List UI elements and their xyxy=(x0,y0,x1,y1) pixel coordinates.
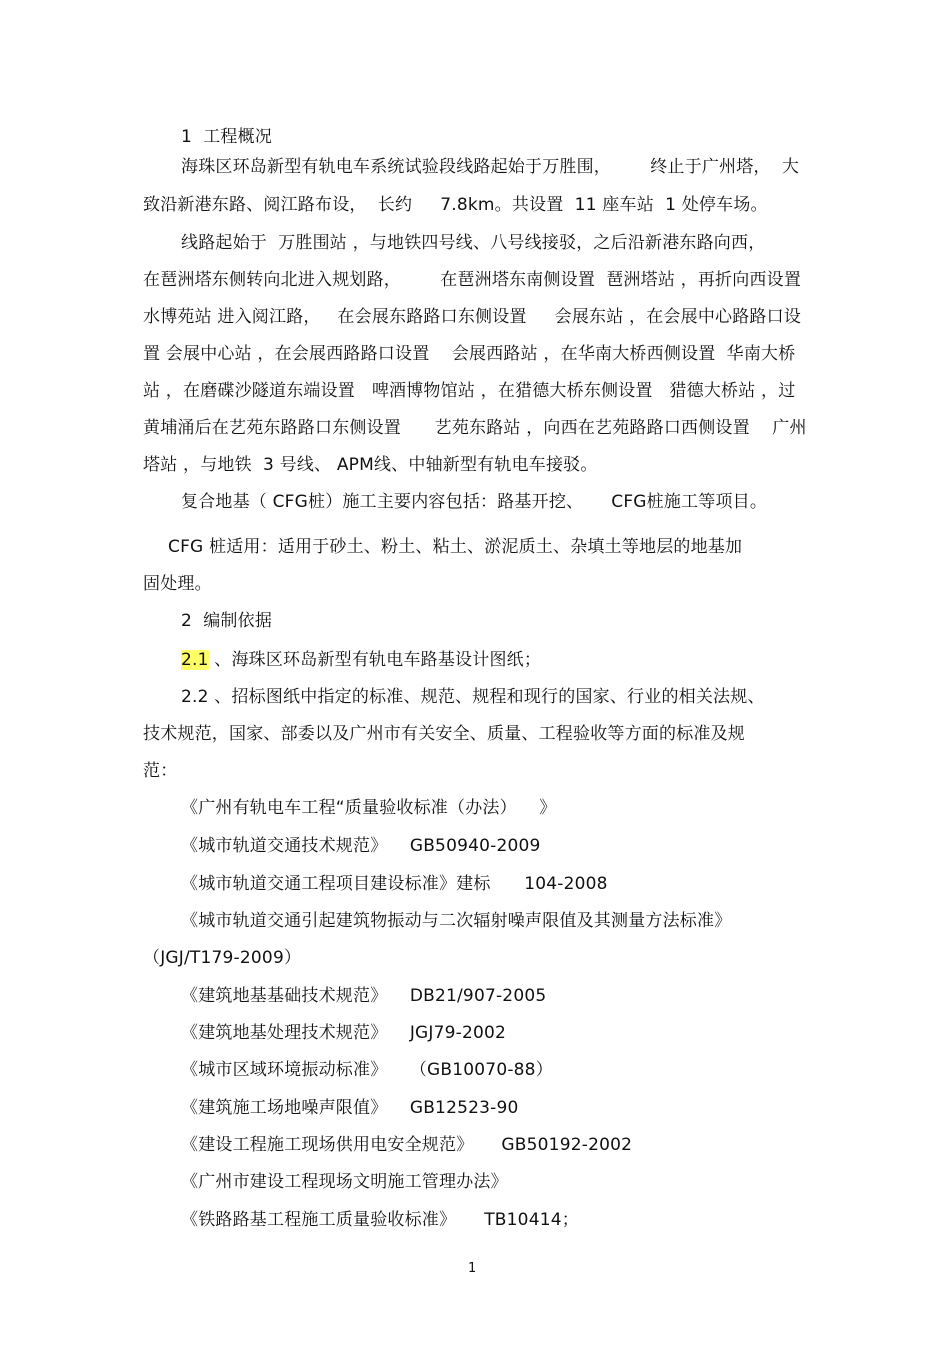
paragraph-line: 黄埔涌后在艺苑东路路口东侧设置 艺苑东路站 ，向西在艺苑路路口西侧设置 广州 xyxy=(143,418,807,438)
standard-item: 《广州市建设工程现场文明施工管理办法》 xyxy=(181,1172,508,1192)
paragraph-line: 水博苑站 进入阅江路， 在会展东路路口东侧设置 会展东站 ，在会展中心路路口设 xyxy=(143,307,802,327)
section-heading-2: 2 编制依据 xyxy=(181,611,273,631)
standard-item: 《城市轨道交通技术规范》 GB50940-2009 xyxy=(181,836,541,856)
paragraph-line: 固处理。 xyxy=(143,574,212,594)
paragraph-line: 复合地基（ CFG桩）施工主要内容包括：路基开挖、 CFG桩施工等项目。 xyxy=(181,492,768,512)
paragraph-line: 致沿新港东路、阅江路布设， 长约 7.8km。共设置 11 座车站 1 处停车场。 xyxy=(143,195,768,215)
standard-item: 《城市区域环境振动标准》 （GB10070-88） xyxy=(181,1060,553,1080)
standard-item: 《建筑地基处理技术规范》 JGJ79-2002 xyxy=(181,1023,507,1043)
list-item-text: 、海珠区环岛新型有轨电车路基设计图纸； xyxy=(208,650,542,670)
standard-item: 《铁路路基工程施工质量验收标准》 TB10414； xyxy=(181,1210,579,1230)
standard-item: 《城市轨道交通工程项目建设标准》建标 104-2008 xyxy=(181,874,608,894)
page-number: 1 xyxy=(468,1261,477,1276)
standard-item: 《广州有轨电车工程“质量验收标准（办法） 》 xyxy=(181,798,557,818)
standard-item: 《建筑地基基础技术规范》 DB21/907-2005 xyxy=(181,986,547,1006)
paragraph-line: 线路起始于 万胜围站 ，与地铁四号线、八号线接驳，之后沿新港东路向西， xyxy=(181,233,766,253)
paragraph-line: 技术规范，国家、部委以及广州市有关安全、质量、工程验收等方面的标准及规 xyxy=(143,724,745,744)
paragraph-line: 2.2 、招标图纸中指定的标准、规范、规程和现行的国家、行业的相关法规、 xyxy=(181,687,765,707)
paragraph-line: 塔站 ，与地铁 3 号线、 APM线、中轴新型有轨电车接驳。 xyxy=(143,455,598,475)
standard-item: 《建筑施工场地噪声限值》 GB12523-90 xyxy=(181,1098,519,1118)
highlighted-number: 2.1 xyxy=(181,650,209,670)
standard-item: （JGJ/T179-2009） xyxy=(143,948,302,968)
standard-item: 《城市轨道交通引起建筑物振动与二次辐射噪声限值及其测量方法标准》 xyxy=(181,911,732,931)
paragraph-line: CFG 桩适用：适用于砂土、粉土、粘土、淤泥质土、杂填土等地层的地基加 xyxy=(168,537,743,557)
paragraph-line: 范： xyxy=(143,761,178,781)
paragraph-line: 海珠区环岛新型有轨电车系统试验段线路起始于万胜围， 终止于广州塔， 大 xyxy=(181,157,800,177)
section-heading-1: 1 工程概况 xyxy=(181,127,273,147)
paragraph-line: 置 会展中心站 ，在会展西路路口设置 会展西路站 ，在华南大桥西侧设置 华南大桥 xyxy=(143,344,796,364)
standard-item: 《建设工程施工现场供用电安全规范》 GB50192-2002 xyxy=(181,1135,633,1155)
list-item-2-1 xyxy=(181,648,541,672)
paragraph-line: 站 ，在磨碟沙隧道东端设置 啤酒博物馆站 ，在猎德大桥东侧设置 猎德大桥站 ，过 xyxy=(143,381,796,401)
paragraph-line: 在琶洲塔东侧转向北进入规划路， 在琶洲塔东南侧设置 琶洲塔站 ，再折向西设置 xyxy=(143,270,802,290)
